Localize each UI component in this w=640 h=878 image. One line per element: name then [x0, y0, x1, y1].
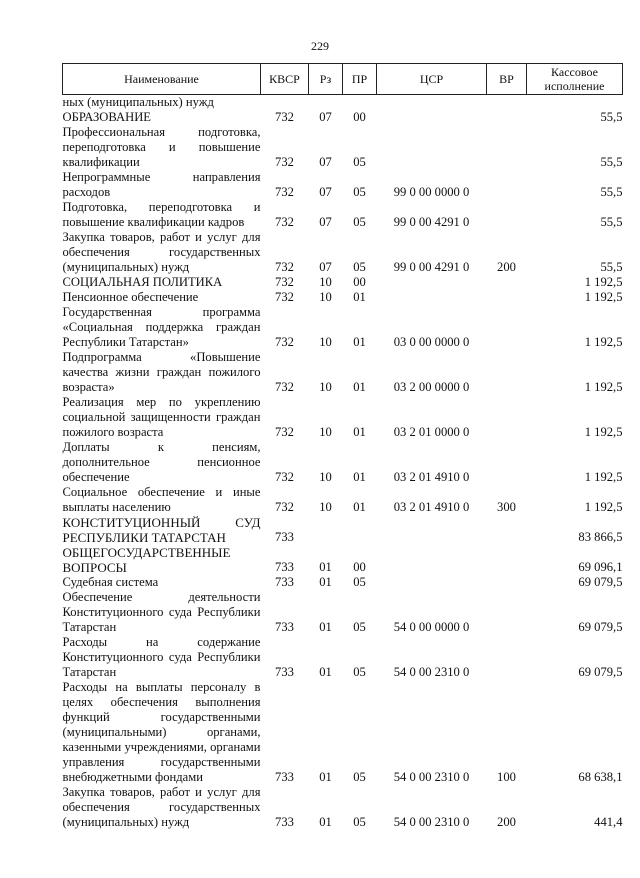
row-rz: 10 — [319, 500, 332, 514]
row-kvsr: 732 — [275, 110, 294, 124]
row-vr — [487, 110, 527, 125]
row-sum: 1 192,5 — [584, 500, 623, 514]
row-vr — [487, 395, 527, 440]
budget-execution-table — [62, 63, 623, 830]
row-vr — [487, 515, 527, 545]
row-csr: 03 2 01 0000 0 — [393, 425, 470, 439]
row-sum: 441,4 — [594, 815, 623, 829]
table-row — [63, 275, 623, 290]
table-row — [63, 95, 623, 111]
row-rz — [309, 95, 343, 111]
row-csr — [377, 95, 487, 111]
row-rz: 07 — [319, 110, 332, 124]
row-rz: 01 — [319, 665, 332, 679]
row-kvsr: 732 — [275, 500, 294, 514]
table-row — [63, 125, 623, 170]
row-rz: 01 — [319, 620, 332, 634]
row-pr: 05 — [353, 155, 366, 169]
row-kvsr: 733 — [275, 575, 294, 589]
row-csr: 99 0 00 0000 0 — [393, 185, 470, 199]
row-rz: 10 — [319, 290, 332, 304]
table-row — [63, 545, 623, 575]
row-pr: 05 — [353, 215, 366, 229]
row-vr — [487, 590, 527, 635]
row-pr: 05 — [353, 815, 366, 829]
row-sum: 1 192,5 — [584, 425, 623, 439]
row-rz: 01 — [319, 575, 332, 589]
row-name: Расходы на выплаты персоналу в целях обеспечения выполнения функций государственными (муниципальными) органами, казенными учреждениями, органами управления государственными внебюджетными фондами — [62, 680, 261, 784]
row-rz: 01 — [319, 560, 332, 574]
row-rz: 10 — [319, 335, 332, 349]
row-rz: 07 — [319, 260, 332, 274]
row-sum: 55,5 — [600, 110, 623, 124]
row-pr: 05 — [353, 185, 366, 199]
table-row — [63, 440, 623, 485]
row-csr — [377, 110, 487, 125]
row-pr: 00 — [353, 275, 366, 289]
row-name: Подготовка, переподготовка и повышение квалификации кадров — [62, 200, 261, 229]
row-csr: 54 0 00 2310 0 — [393, 815, 470, 829]
header-sum: Кассовое исполнение — [527, 64, 623, 95]
row-pr: 00 — [353, 560, 366, 574]
row-name: СОЦИАЛЬНАЯ ПОЛИТИКА — [62, 275, 223, 289]
row-name: Обеспечение деятельности Конституционного суда Республики Татарстан — [62, 590, 261, 634]
row-sum: 69 096,1 — [578, 560, 623, 574]
row-rz — [309, 515, 343, 545]
header-pr: ПР — [343, 64, 377, 95]
row-rz: 01 — [319, 770, 332, 784]
table-row — [63, 680, 623, 785]
row-kvsr: 732 — [275, 215, 294, 229]
row-sum: 69 079,5 — [578, 665, 623, 679]
row-vr — [487, 440, 527, 485]
table-row — [63, 485, 623, 515]
row-sum: 1 192,5 — [584, 470, 623, 484]
row-sum — [527, 95, 623, 111]
row-rz: 07 — [319, 215, 332, 229]
row-pr — [343, 95, 377, 111]
table-row — [63, 395, 623, 440]
row-vr — [487, 200, 527, 230]
row-pr: 00 — [353, 110, 366, 124]
row-rz: 07 — [319, 185, 332, 199]
row-pr: 01 — [353, 335, 366, 349]
row-name: Расходы на содержание Конституционного суда Республики Татарстан — [62, 635, 261, 679]
row-vr: 300 — [497, 500, 516, 514]
row-pr: 05 — [353, 260, 366, 274]
row-csr — [377, 575, 487, 590]
row-csr — [377, 545, 487, 575]
row-pr: 01 — [353, 290, 366, 304]
row-vr — [487, 125, 527, 170]
row-pr: 01 — [353, 380, 366, 394]
row-kvsr: 733 — [275, 665, 294, 679]
page-number: 229 — [311, 39, 329, 53]
row-name: Судебная система — [62, 575, 159, 589]
row-csr: 03 2 01 4910 0 — [393, 500, 470, 514]
header-rz: Рз — [309, 64, 343, 95]
row-vr — [487, 290, 527, 305]
row-name: Закупка товаров, работ и услуг для обеспечения государственных (муниципальных) нужд — [62, 785, 261, 829]
row-sum: 55,5 — [600, 185, 623, 199]
row-kvsr: 732 — [275, 290, 294, 304]
row-name: Реализация мер по укреплению социальной защищенности граждан пожилого возраста — [62, 395, 261, 439]
row-name: ОБРАЗОВАНИЕ — [62, 110, 151, 124]
table-row — [63, 350, 623, 395]
table-body — [63, 95, 623, 831]
row-kvsr: 732 — [275, 380, 294, 394]
table-row — [63, 515, 623, 545]
row-name: Профессиональная подготовка, переподготовка и повышение квалификации — [62, 125, 261, 169]
row-name: Непрограммные направления расходов — [62, 170, 261, 199]
row-sum: 55,5 — [600, 155, 623, 169]
row-rz: 10 — [319, 470, 332, 484]
row-csr: 54 0 00 2310 0 — [393, 665, 470, 679]
row-rz: 07 — [319, 155, 332, 169]
row-csr — [377, 290, 487, 305]
row-vr — [487, 170, 527, 200]
row-sum: 1 192,5 — [584, 335, 623, 349]
row-name: ОБЩЕГОСУДАРСТВЕННЫЕ ВОПРОСЫ — [62, 545, 231, 575]
row-name: Пенсионное обеспечение — [62, 290, 199, 304]
table-row — [63, 785, 623, 830]
row-sum: 83 866,5 — [578, 530, 623, 544]
table-row — [63, 590, 623, 635]
row-name: Государственная программа «Социальная поддержка граждан Республики Татарстан» — [62, 305, 261, 349]
table-row — [63, 290, 623, 305]
row-kvsr: 733 — [275, 530, 294, 544]
row-vr — [487, 575, 527, 590]
row-csr: 99 0 00 4291 0 — [393, 260, 470, 274]
header-kvsr: КВСР — [261, 64, 309, 95]
row-vr: 200 — [497, 260, 516, 274]
row-pr: 05 — [353, 620, 366, 634]
table-row — [63, 575, 623, 590]
table-row — [63, 305, 623, 350]
row-pr: 05 — [353, 665, 366, 679]
row-pr: 01 — [353, 425, 366, 439]
row-csr: 54 0 00 2310 0 — [393, 770, 470, 784]
table-header — [63, 64, 623, 95]
row-rz: 10 — [319, 380, 332, 394]
row-sum: 55,5 — [600, 215, 623, 229]
row-name: Социальное обеспечение и иные выплаты населению — [62, 485, 261, 514]
row-pr: 01 — [353, 470, 366, 484]
row-kvsr: 732 — [275, 335, 294, 349]
row-csr: 03 2 01 4910 0 — [393, 470, 470, 484]
row-rz: 10 — [319, 425, 332, 439]
row-pr: 05 — [353, 770, 366, 784]
row-vr — [487, 545, 527, 575]
row-kvsr: 732 — [275, 275, 294, 289]
row-pr: 05 — [353, 575, 366, 589]
row-name: Подпрограмма «Повышение качества жизни граждан пожилого возраста» — [62, 350, 261, 394]
row-sum: 1 192,5 — [584, 380, 623, 394]
row-vr — [487, 305, 527, 350]
header-name: Наименование — [63, 64, 261, 95]
row-kvsr: 732 — [275, 185, 294, 199]
row-vr — [487, 635, 527, 680]
row-csr: 03 0 00 0000 0 — [393, 335, 470, 349]
table-row — [63, 230, 623, 275]
row-sum: 1 192,5 — [584, 290, 623, 304]
row-kvsr: 732 — [275, 260, 294, 274]
row-vr: 100 — [497, 770, 516, 784]
row-kvsr: 733 — [275, 620, 294, 634]
row-rz: 10 — [319, 275, 332, 289]
row-csr — [377, 125, 487, 170]
row-name: КОНСТИТУЦИОННЫЙ СУД РЕСПУБЛИКИ ТАТАРСТАН — [62, 515, 261, 545]
row-kvsr: 732 — [275, 470, 294, 484]
row-kvsr: 733 — [275, 560, 294, 574]
row-name: ных (муниципальных) нужд — [62, 95, 214, 109]
row-vr — [487, 95, 527, 111]
row-vr — [487, 350, 527, 395]
row-sum: 68 638,1 — [578, 770, 623, 784]
row-rz: 01 — [319, 815, 332, 829]
row-kvsr: 733 — [275, 815, 294, 829]
row-pr: 01 — [353, 500, 366, 514]
row-kvsr: 732 — [275, 155, 294, 169]
row-vr: 200 — [497, 815, 516, 829]
row-name: Закупка товаров, работ и услуг для обеспечения государственных (муниципальных) нужд — [62, 230, 261, 274]
row-csr: 54 0 00 0000 0 — [393, 620, 470, 634]
row-name: Доплаты к пенсиям, дополнительное пенсионное обеспечение — [62, 440, 261, 484]
table-row — [63, 200, 623, 230]
row-pr — [343, 515, 377, 545]
row-csr: 99 0 00 4291 0 — [393, 215, 470, 229]
row-sum: 55,5 — [600, 260, 623, 274]
row-kvsr: 733 — [275, 770, 294, 784]
row-vr — [487, 275, 527, 290]
row-csr — [377, 275, 487, 290]
row-sum: 1 192,5 — [584, 275, 623, 289]
row-sum: 69 079,5 — [578, 575, 623, 589]
row-kvsr: 732 — [275, 425, 294, 439]
table-row — [63, 170, 623, 200]
row-csr — [377, 515, 487, 545]
header-csr: ЦСР — [377, 64, 487, 95]
row-sum: 69 079,5 — [578, 620, 623, 634]
header-vr: ВР — [487, 64, 527, 95]
table-row — [63, 635, 623, 680]
row-csr: 03 2 00 0000 0 — [393, 380, 470, 394]
row-kvsr — [261, 95, 309, 111]
table-row — [63, 110, 623, 125]
